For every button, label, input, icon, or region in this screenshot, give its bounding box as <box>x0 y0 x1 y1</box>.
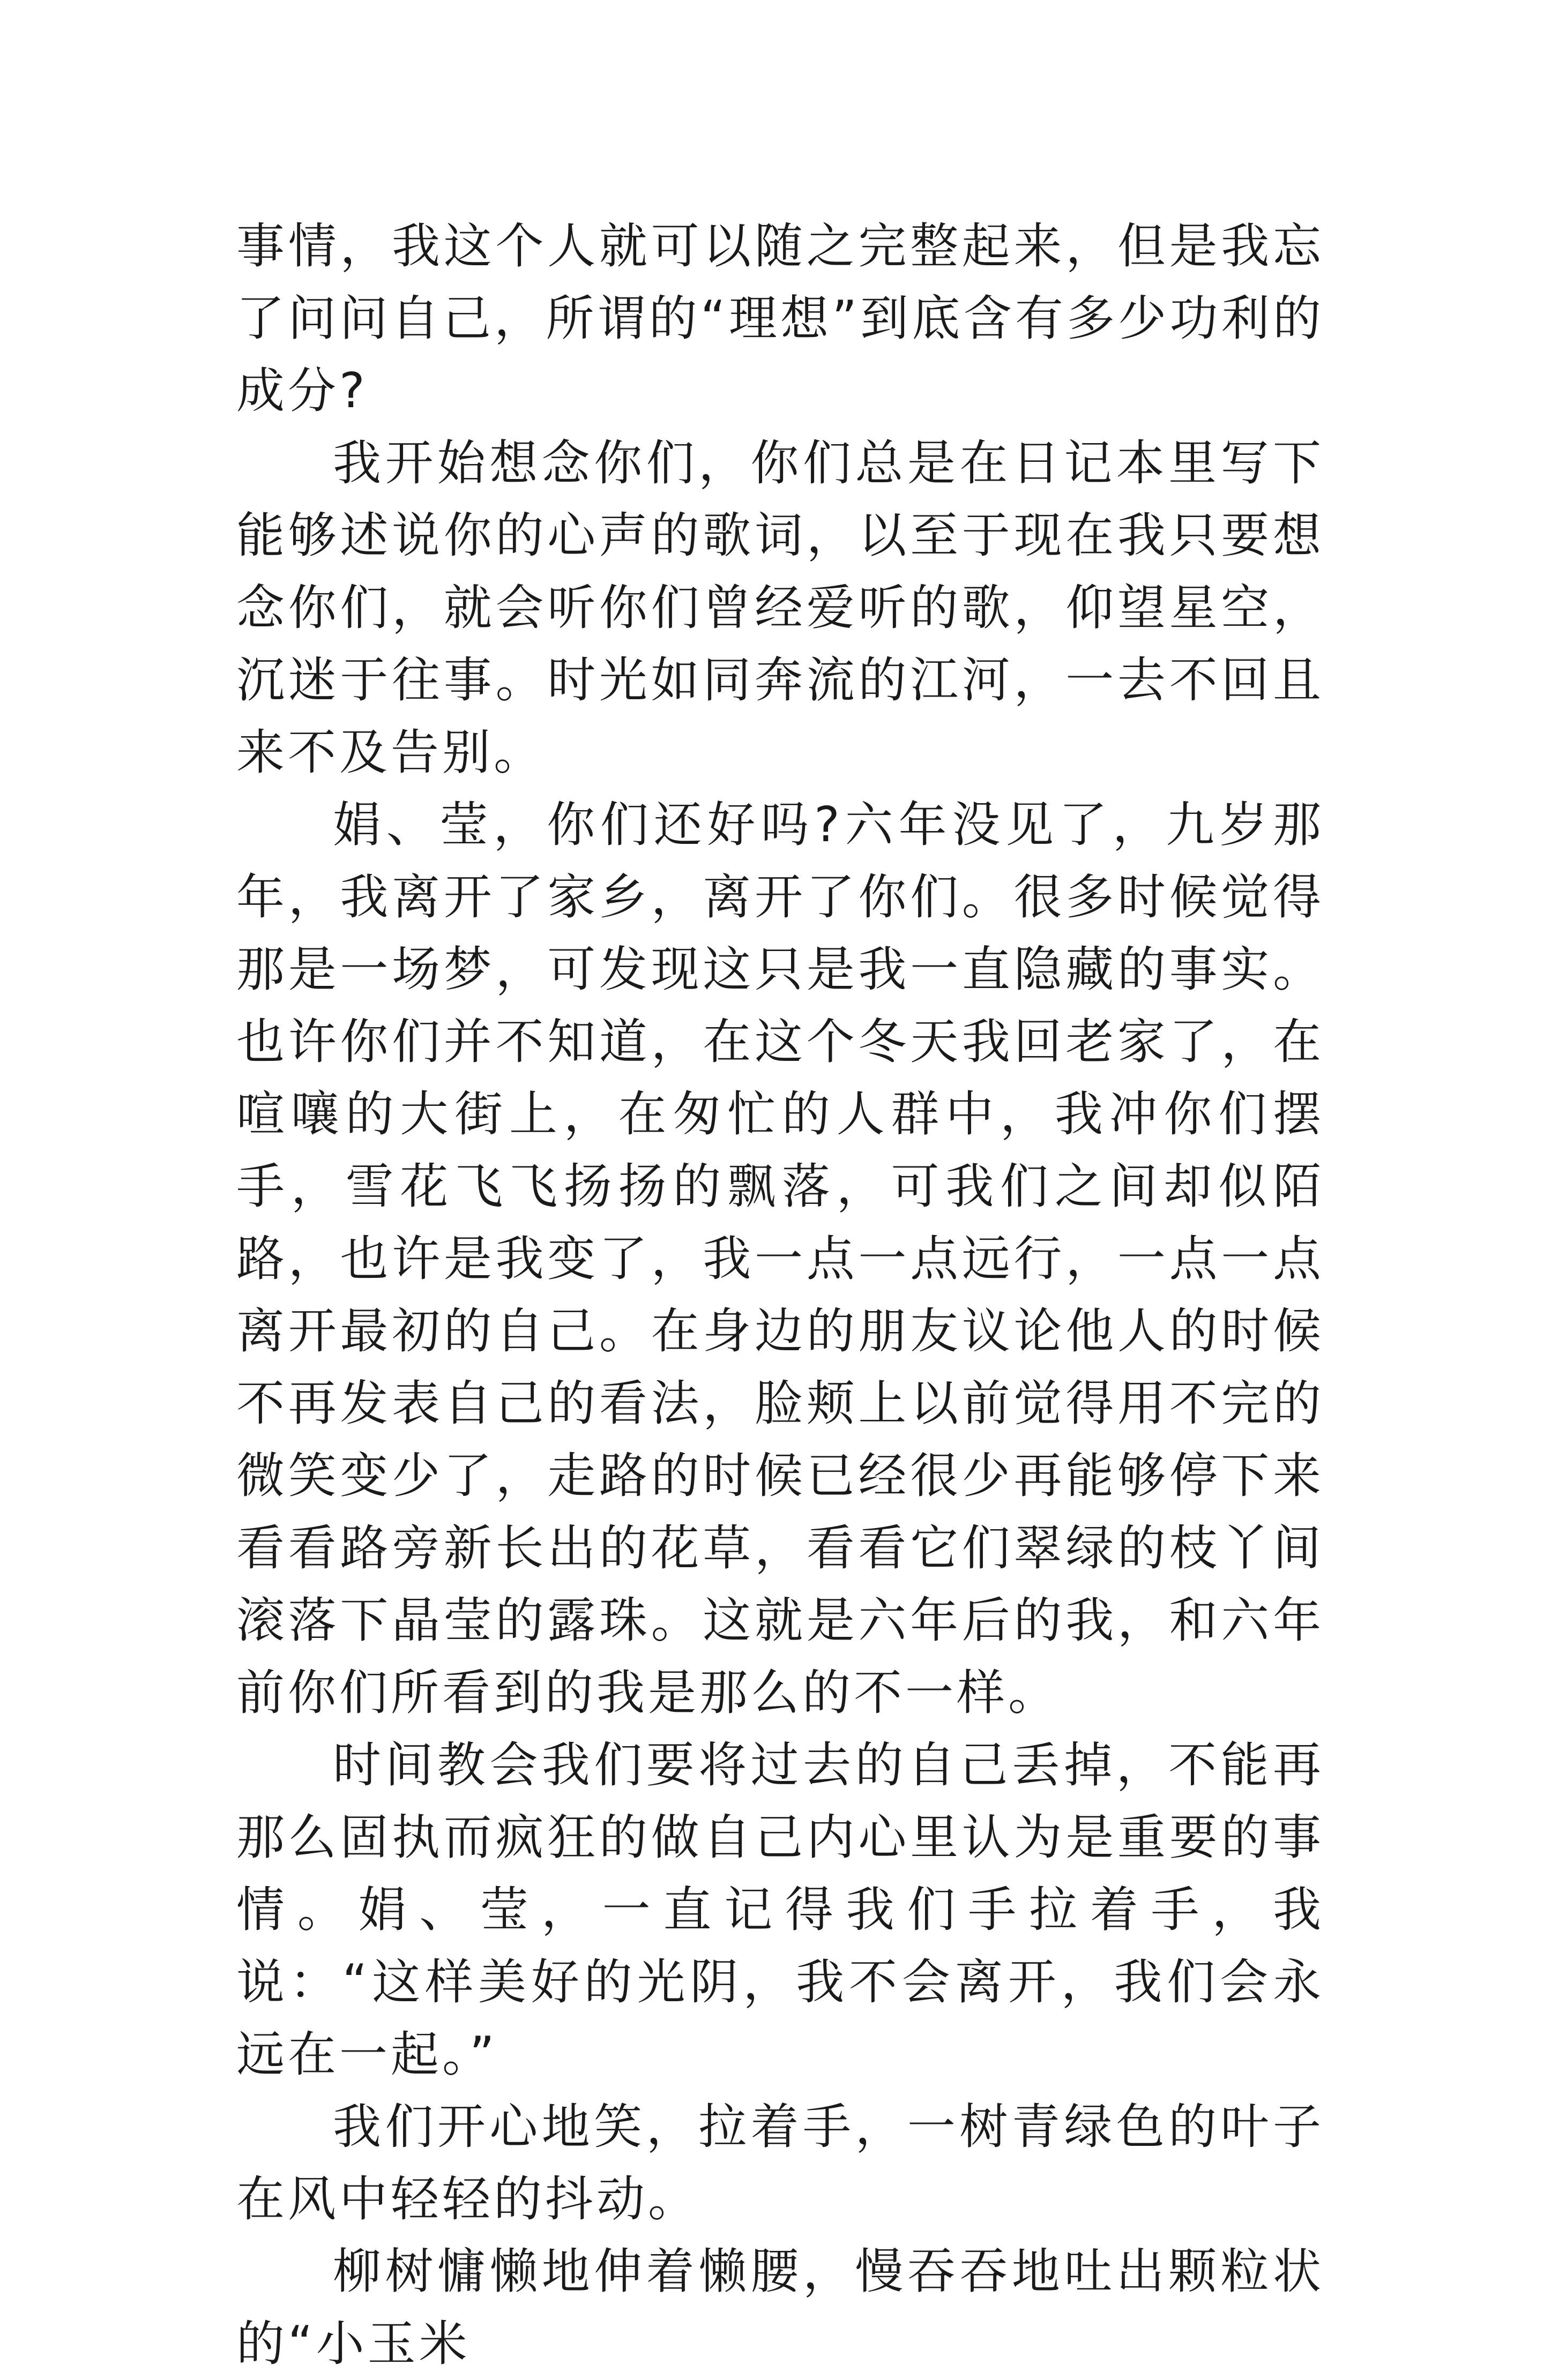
paragraph: 我们开心地笑，拉着手，一树青绿色的叶子在风中轻轻的抖动。 <box>236 2099 1324 2227</box>
paragraph: 我开始想念你们，你们总是在日记本里写下能够述说你的心声的歌词，以至于现在我只要想念你们，就会听你们曾经爱听的歌，仰望星空，沉迷于往事。时光如同奔流的江河，一去不回且来不及告别。 <box>236 435 1324 781</box>
paragraph: 娟、莹，你们还好吗?六年没见了，九岁那年，我离开了家乡，离开了你们。很多时候觉得那是一场梦，可发现这只是我一直隐藏的事实。也许你们并不知道，在这个冬天我回老家了，在喧嚷的大街上，在匆忙的人群中，我冲你们摆手，雪花飞飞扬扬的飘落，可我们之间却似陌路，也许是我变了，我一点一点远行，一点一点离开最初的自己。在身边的朋友议论他人的时候不再发表自己的看法，脸颊上以前觉得用不完的微笑变少了，走路的时候已经很少再能够停下来看看路旁新长出的花草，看看它们翠绿的枝丫间滚落下晶莹的露珠。这就是六年后的我，和六年前你们所看到的我是那么的不一样。 <box>236 797 1324 1721</box>
paragraph: 柳树慵懒地伸着懒腰，慢吞吞地吐出颗粒状的“小玉米 <box>236 2243 1324 2372</box>
paragraph: 时间教会我们要将过去的自己丢掉，不能再那么固执而疯狂的做自己内心里认为是重要的事情。娟、莹，一直记得我们手拉着手，我说：“这样美好的光阴，我不会离开，我们会永远在一起。” <box>236 1737 1324 2083</box>
paragraph-continuation: 事情，我这个人就可以随之完整起来，但是我忘了问问自己，所谓的“理想”到底含有多少功利的成分? <box>236 218 1324 419</box>
body-text <box>236 210 1324 2380</box>
